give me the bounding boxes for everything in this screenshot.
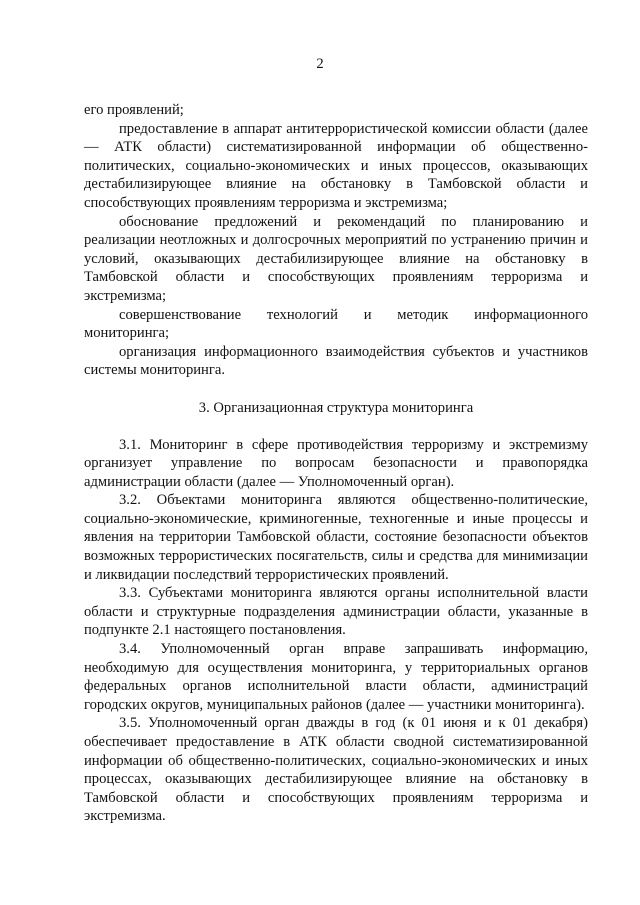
paragraph-clause-3-5: 3.5. Уполномоченный орган дважды в год (к 01 июня и к 01 декабря) обеспечивает предоставление в АТК области сводной систематизированной информации об общественно-политических, социально-экономических и иных процессах, оказывающих дестабилизирующее влияние на обстановку в Тамбовской области и способствующих проявлениям терроризма и экстремизма. [84,715,588,825]
paragraph-continuation: его проявлений; [84,102,184,118]
paragraph-clause-3-2: 3.2. Объектами мониторинга являются общественно-политические, социально-экономические, криминогенные, техногенные и иные процессы и явления на территории Тамбовской области, состояние безопасности объектов возможных террористических посягательств, силы и средства для минимизации и ликвидации последствий террористических проявлений. [84,492,588,583]
paragraph-list-item: организация информационного взаимодействия субъектов и участников системы мониторинга. [84,343,588,379]
paragraph-clause-3-4: 3.4. Уполномоченный орган вправе запрашивать информацию, необходимую для осуществления мониторинга, у территориальных органов федеральных органов исполнительной власти области, администраций городских округов, муниципальных районов (далее — участники мониторинга). [84,641,588,713]
paragraph-clause-3-1: 3.1. Мониторинг в сфере противодействия терроризму и экстремизму организует управление по вопросам безопасности и правопорядка администрации области (далее — Уполномоченный орган). [84,436,588,490]
section-heading: 3. Организационная структура мониторинга [198,399,474,416]
paragraph-list-item: совершенствование технологий и методик информационного мониторинга; [84,306,588,342]
paragraph-clause-3-3: 3.3. Субъектами мониторинга являются органы исполнительной власти области и структурные подразделения администрации области, указанные в подпункте 2.1 настоящего постановления. [84,585,588,639]
page-number: 2 [316,56,324,72]
paragraph-list-item: обоснование предложений и рекомендаций по планированию и реализации неотложных и долгосрочных мероприятий по устранению причин и условий, оказывающих дестабилизирующее влияние на обстановку в Тамбовской области и способствующих проявлениям терроризма и экстремизма; [84,213,588,304]
document-body [84,101,588,826]
paragraph-list-item: предоставление в аппарат антитеррористической комиссии области (далее — АТК области) систематизированной информации об общественно-политических, социально-экономических и иных процессов, оказывающих дестабилизирующее влияние на обстановку в Тамбовской области и способствующих проявлениям терроризма и экстремизма; [84,120,588,211]
